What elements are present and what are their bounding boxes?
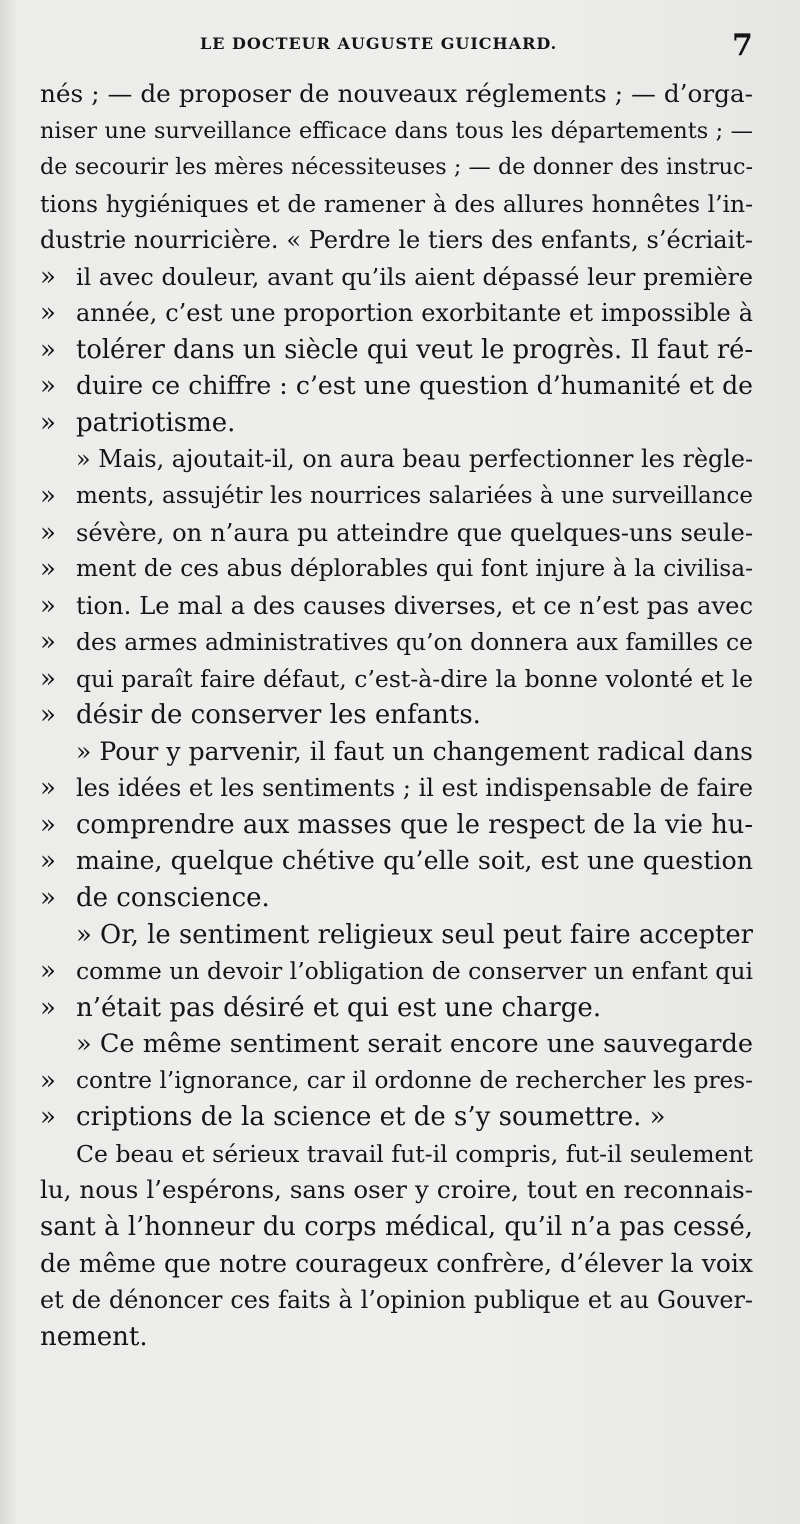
text-line (40, 953, 760, 990)
text-line (40, 113, 760, 150)
line-text: n’était pas désiré et qui est une charge. (76, 992, 602, 1023)
text-line (40, 478, 760, 515)
text-line (40, 149, 760, 186)
text-line (40, 76, 760, 113)
quote-mark: » (40, 554, 56, 585)
quote-mark: » (40, 627, 56, 658)
line-text: désir de conserver les enfants. (76, 700, 481, 731)
quote-mark: » (40, 371, 56, 402)
line-text: de conscience. (76, 883, 270, 914)
text-line (40, 624, 760, 661)
text-line (40, 186, 760, 223)
line-text: il avec douleur, avant qu’ils aient dépassé leur première (76, 262, 753, 291)
line-text: patriotisme. (76, 407, 236, 438)
line-text: ments, assujétir les nourrices salariées à une surveillance (76, 483, 753, 510)
quote-mark: » (40, 334, 56, 365)
text-line (40, 1136, 760, 1173)
line-text: tion. Le mal a des causes diverses, et ce n’est pas avec (76, 591, 753, 620)
line-text: de secourir les mères nécessiteuses ; — de donner des instruc- (40, 154, 753, 181)
line-text: criptions de la science et de s’y soumettre. » (76, 1102, 666, 1133)
quote-mark: » (40, 663, 56, 694)
text-line (40, 697, 760, 734)
quote-mark: » (40, 1065, 56, 1096)
quote-mark: » (40, 992, 56, 1023)
quote-mark: » (40, 298, 56, 329)
text-line (40, 843, 760, 880)
line-text: les idées et les sentiments ; il est indispensable de faire (76, 774, 753, 803)
text-line (40, 734, 760, 771)
quote-mark: » (40, 773, 56, 804)
text-line (40, 1026, 760, 1063)
text-line (40, 295, 760, 332)
text-line (40, 661, 760, 698)
line-text: de même que notre courageux confrère, d’élever la voix (40, 1248, 753, 1278)
text-line (40, 990, 760, 1027)
running-title: LE DOCTEUR AUGUSTE GUICHARD. (200, 34, 558, 53)
line-text: nés ; — de proposer de nouveaux réglements ; — d’orga- (40, 79, 753, 108)
text-line (40, 917, 760, 954)
quote-mark: » (40, 883, 56, 914)
text-line (40, 222, 760, 259)
text-line (40, 880, 760, 917)
line-text: sévère, on n’aura pu atteindre que quelques-uns seule- (76, 518, 753, 547)
quote-mark: » (40, 846, 56, 877)
line-text: et de dénoncer ces faits à l’opinion publique et au Gouver- (40, 1286, 753, 1315)
line-text: niser une surveillance efficace dans tous les départements ; — (40, 117, 753, 144)
body-text (40, 76, 760, 1355)
line-text: contre l’ignorance, car il ordonne de rechercher les pres- (76, 1066, 753, 1094)
text-line (40, 1319, 760, 1356)
page-header (0, 28, 800, 63)
line-text: » Ce même sentiment serait encore une sauvegarde (76, 1029, 753, 1060)
text-line (40, 515, 760, 552)
text-line (40, 1209, 760, 1246)
quote-mark: » (40, 809, 56, 840)
page-number: 7 (732, 28, 753, 63)
line-text: nement. (40, 1321, 148, 1352)
quote-mark: » (40, 407, 56, 438)
quote-mark: » (40, 517, 56, 548)
line-text: dustrie nourricière. « Perdre le tiers des enfants, s’écriait- (40, 226, 753, 255)
text-line (40, 551, 760, 588)
line-text: Ce beau et sérieux travail fut-il compris, fut-il seulement (76, 1139, 753, 1168)
line-text: » Mais, ajoutait-il, on aura beau perfectionner les règle- (76, 445, 753, 474)
line-text: tions hygiéniques et de ramener à des allures honnêtes l’in- (40, 189, 753, 218)
text-line (40, 441, 760, 478)
quote-mark: » (40, 1102, 56, 1133)
quote-mark: » (40, 481, 56, 512)
line-text: lu, nous l’espérons, sans oser y croire, tout en reconnais- (40, 1175, 753, 1205)
text-line (40, 1246, 760, 1283)
text-line (40, 807, 760, 844)
line-text: ment de ces abus déplorables qui font injure à la civilisa- (76, 555, 753, 583)
line-text: » Or, le sentiment religieux seul peut faire accepter (76, 919, 753, 950)
line-text: duire ce chiffre : c’est une question d’humanité et de (76, 371, 753, 401)
text-line (40, 332, 760, 369)
line-text: des armes administratives qu’on donnera aux familles ce (76, 628, 753, 657)
quote-mark: » (40, 700, 56, 731)
quote-mark: » (40, 590, 56, 621)
line-text: sant à l’honneur du corps médical, qu’il n’a pas cessé, (40, 1211, 753, 1242)
line-text: comprendre aux masses que le respect de la vie hu- (76, 809, 753, 840)
text-line (40, 770, 760, 807)
quote-mark: » (40, 261, 56, 292)
line-text: » Pour y parvenir, il faut un changement radical dans (76, 736, 753, 766)
line-text: année, c’est une proportion exorbitante et impossible à (76, 299, 753, 328)
text-line (40, 1099, 760, 1136)
line-text: tolérer dans un siècle qui veut le progrès. Il faut ré- (76, 334, 753, 365)
text-line (40, 405, 760, 442)
text-line (40, 1172, 760, 1209)
text-line (40, 368, 760, 405)
line-text: comme un devoir l’obligation de conserver un enfant qui (76, 957, 753, 986)
text-line (40, 1282, 760, 1319)
text-line (40, 1063, 760, 1100)
text-line (40, 588, 760, 625)
line-text: maine, quelque chétive qu’elle soit, est une question (76, 846, 753, 876)
line-text: qui paraît faire défaut, c’est-à-dire la bonne volonté et le (76, 664, 753, 693)
text-line (40, 259, 760, 296)
quote-mark: » (40, 956, 56, 987)
